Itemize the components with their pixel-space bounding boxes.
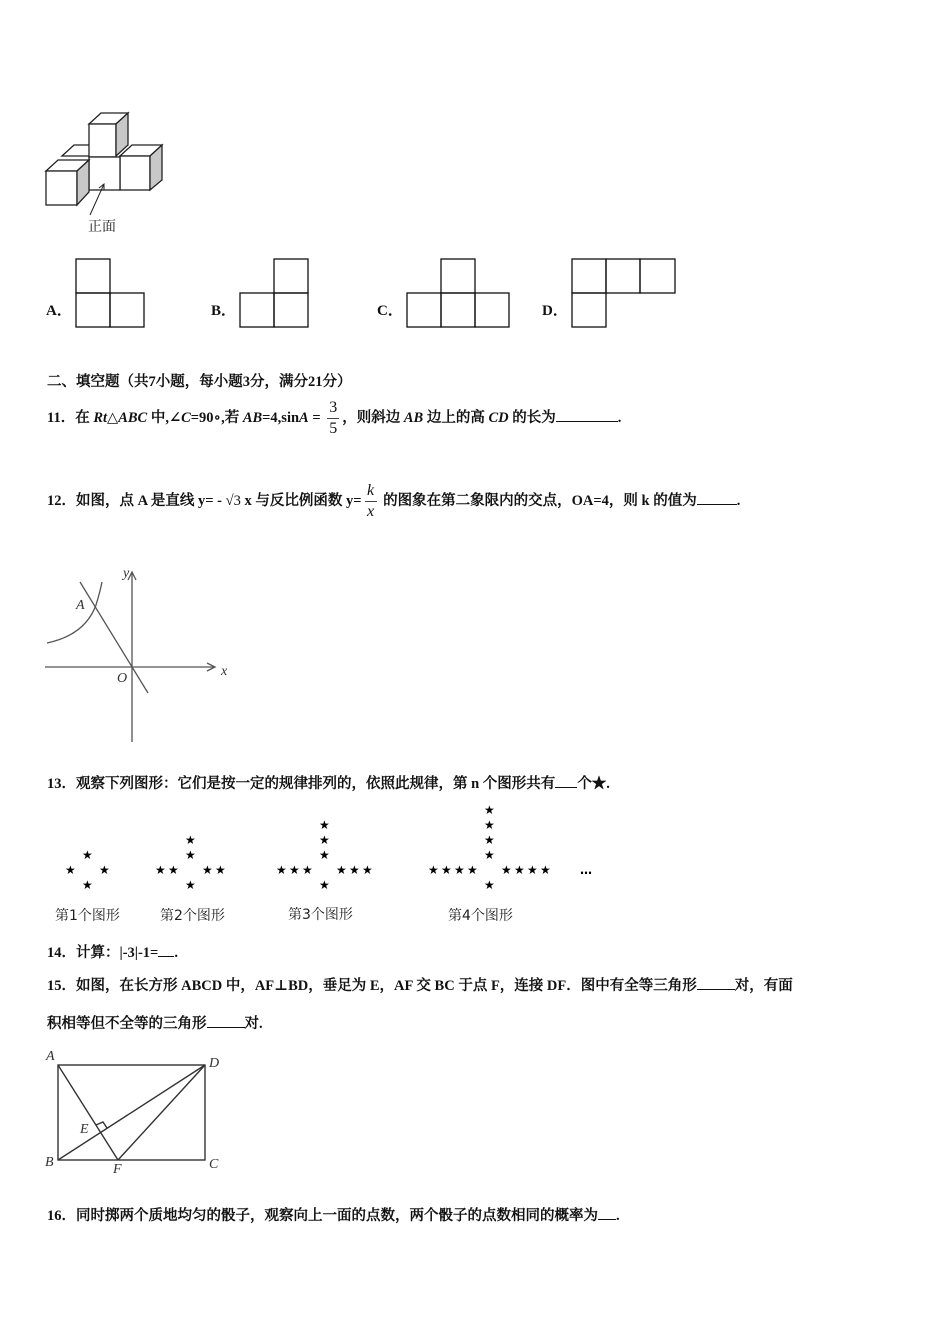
star-icon: ★: [540, 863, 551, 877]
star-icon: ★: [527, 863, 538, 877]
star-icon: ★: [484, 803, 495, 817]
answer-blank[interactable]: [158, 944, 174, 957]
star-icon: ★: [428, 863, 439, 877]
star-icon: ★: [319, 878, 330, 892]
caption-figure-3: 第3个图形: [288, 907, 353, 923]
option-d-label[interactable]: D．: [542, 303, 568, 319]
question-11: 11．在 Rt△ABC 中,∠C=90∘,若 AB=4,sinA = $\frac{3}{5}$ ，则斜边 AB 边上的高 CD 的长为 .: [47, 399, 622, 437]
star-icon: ★: [65, 863, 76, 877]
option-b-label[interactable]: B．: [211, 303, 237, 319]
star-icon: ★: [484, 848, 495, 862]
star-icon: ★: [302, 863, 313, 877]
option-d-figure: [572, 259, 675, 327]
star-icon: ★: [319, 833, 330, 847]
star-icon: ★: [336, 863, 347, 877]
option-b-figure: [240, 259, 308, 327]
answer-blank-1[interactable]: [697, 977, 735, 990]
point-a: A: [46, 1049, 55, 1064]
question-12: 12．如图，点 A 是直线 y= - √3 x 与反比例函数 y= $\frac{k}{x}$ 的图象在第二象限内的交点，OA=4，则 k 的值为 .: [47, 482, 741, 520]
star-icon: ★: [82, 878, 93, 892]
question-16: 16．同时掷两个质地均匀的骰子，观察向上一面的点数，两个骰子的点数相同的概率为 .: [47, 1208, 620, 1224]
star-icon: ★: [454, 863, 465, 877]
point-d: D: [209, 1056, 220, 1071]
star-icon: ★: [441, 863, 452, 877]
star-icon: ★: [155, 863, 166, 877]
cube-stack-figure: [46, 113, 162, 215]
question-14: 14．计算：|-3|-1= .: [47, 945, 178, 961]
hyperbola-curve: [47, 582, 102, 643]
answer-blank[interactable]: [697, 492, 737, 505]
star-icon: ★: [185, 878, 196, 892]
star-icon: ★: [467, 863, 478, 877]
point-c: C: [209, 1157, 219, 1172]
answer-blank-2[interactable]: [207, 1015, 245, 1028]
caption-figure-2: 第2个图形: [160, 908, 225, 924]
answer-blank[interactable]: [556, 409, 618, 422]
section-title: 二、填空题（共7小题，每小题3分，满分21分）: [47, 374, 352, 390]
star-icon: ★: [276, 863, 287, 877]
star-icon: ★: [185, 833, 196, 847]
star-icon: ★: [99, 863, 110, 877]
point-a-label: A: [76, 598, 85, 613]
caption-figure-1: 第1个图形: [55, 908, 120, 924]
option-c-figure: [407, 259, 509, 327]
star-icon: ★: [484, 833, 495, 847]
option-a-label[interactable]: A．: [46, 303, 72, 319]
star-icon: ★: [484, 818, 495, 832]
question-15: 15．如图，在长方形 ABCD 中，AF⊥BD，垂足为 E，AF 交 BC 于点 F，连接 DF．图中有全等三角形 对，有面: [47, 978, 793, 994]
star-icon: ★: [185, 848, 196, 862]
line-y-neg-sqrt3x: [80, 582, 148, 693]
star-icon: ★: [168, 863, 179, 877]
q12-graph: [45, 572, 215, 742]
point-f: F: [113, 1162, 122, 1177]
question-15-cont: 积相等但不全等的三角形 对.: [47, 1016, 263, 1032]
option-c-label[interactable]: C．: [377, 303, 403, 319]
star-icon: ★: [202, 863, 213, 877]
option-a-figure: [76, 259, 144, 327]
q15-rectangle-figure: [58, 1065, 205, 1160]
y-axis-label: y: [123, 566, 130, 581]
point-e: E: [80, 1122, 89, 1137]
question-13: 13．观察下列图形：它们是按一定的规律排列的，依照此规律，第 n 个图形共有 个★.: [47, 776, 610, 792]
star-icon: ★: [319, 818, 330, 832]
star-icon: ★: [514, 863, 525, 877]
star-icon: ★: [215, 863, 226, 877]
x-axis-label: x: [221, 664, 228, 679]
caption-figure-4: 第4个图形: [448, 908, 513, 924]
point-b: B: [45, 1155, 54, 1170]
star-icon: ★: [289, 863, 300, 877]
origin-label: O: [117, 671, 128, 686]
star-icon: ★: [501, 863, 512, 877]
star-icon: ★: [319, 848, 330, 862]
answer-blank[interactable]: [598, 1207, 616, 1220]
star-icon: ★: [82, 848, 93, 862]
answer-blank[interactable]: [555, 775, 577, 788]
fraction-3-5: $\frac{3}{5}$: [329, 399, 338, 437]
star-icon: ★: [484, 878, 495, 892]
star-icon: ★: [349, 863, 360, 877]
star-icon: ★: [362, 863, 373, 877]
fraction-k-x: $\frac{k}{x}$: [365, 482, 377, 521]
ellipsis: …: [580, 863, 592, 877]
front-label: 正面: [88, 219, 116, 235]
